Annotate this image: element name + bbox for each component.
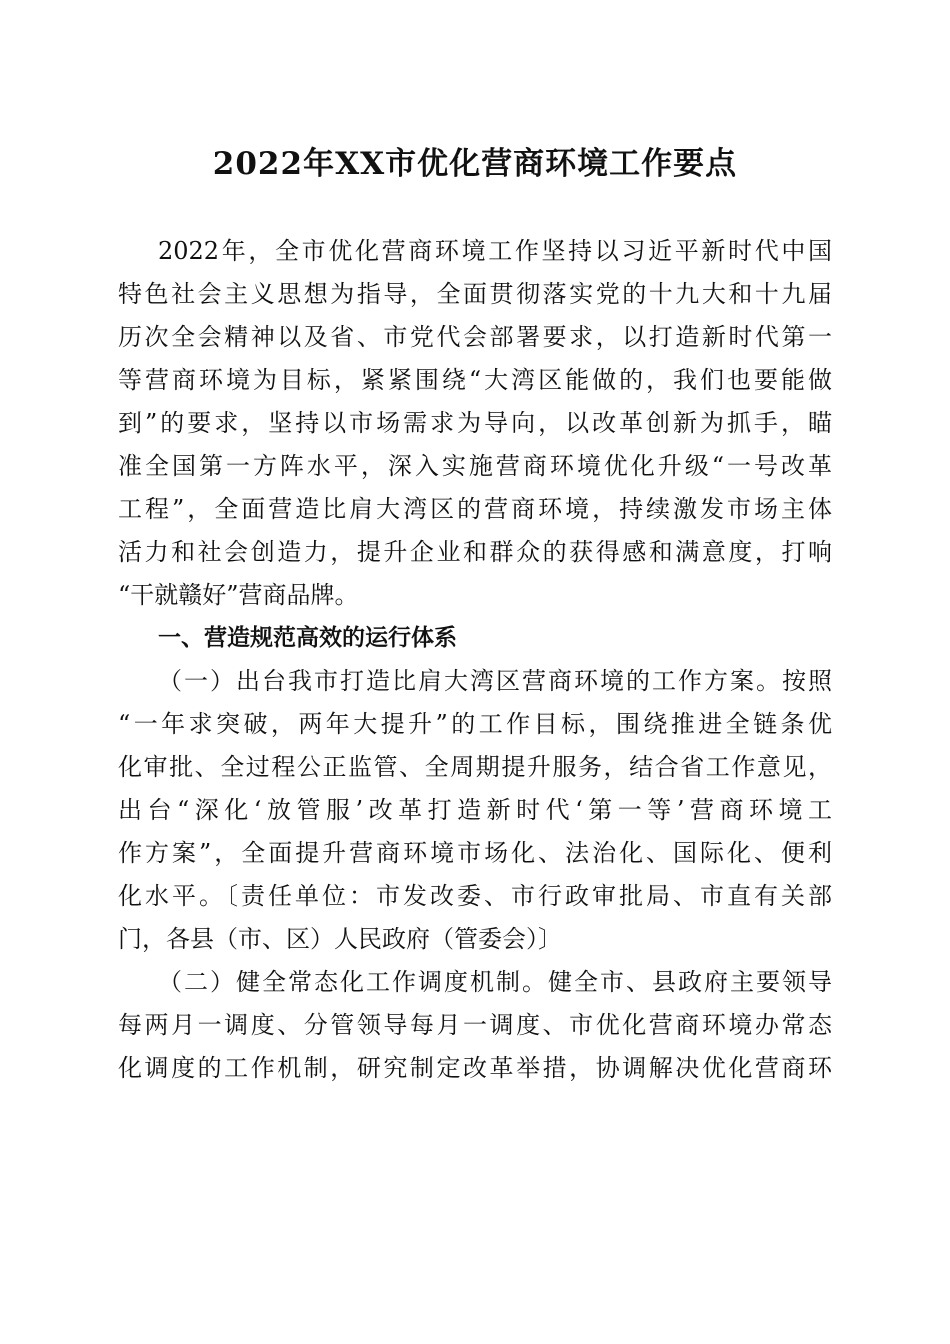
intro-paragraph xyxy=(118,230,832,617)
text-line: 每两月一调度、分管领导每月一调度、市优化营商环境办常态 xyxy=(118,1011,832,1039)
document-title: 2022年XX市优化营商环境工作要点 xyxy=(212,146,738,182)
text-line: 2022年，全市优化营商环境工作坚持以习近平新时代中国 xyxy=(158,237,832,265)
text-line: （二）健全常态化工作调度机制。健全市、县政府主要领导 xyxy=(158,968,832,996)
item-1-paragraph xyxy=(118,660,832,961)
text-line: 化调度的工作机制，研究制定改革举措，协调解决优化营商环 xyxy=(118,1054,832,1082)
text-line: 工程”，全面营造比肩大湾区的营商环境，持续激发市场主体 xyxy=(118,495,832,523)
text-line: 出台“深化‘放管服’改革打造新时代‘第一等’营商环境工 xyxy=(118,796,832,824)
text-line: 历次全会精神以及省、市党代会部署要求，以打造新时代第一 xyxy=(118,323,832,351)
text-line: 准全国第一方阵水平，深入实施营商环境优化升级“一号改革 xyxy=(118,452,832,480)
text-line: 作方案”，全面提升营商环境市场化、法治化、国际化、便利 xyxy=(118,839,832,867)
section-heading: 一、营造规范高效的运行体系 xyxy=(158,625,457,651)
text-line: 化水平。〔责任单位：市发改委、市行政审批局、市直有关部 xyxy=(118,882,832,910)
document-body xyxy=(118,230,832,1090)
text-line: 等营商环境为目标，紧紧围绕“大湾区能做的，我们也要能做 xyxy=(118,366,832,394)
text-line: 化审批、全过程公正监管、全周期提升服务，结合省工作意见， xyxy=(118,753,832,781)
text-line: 活力和社会创造力，提升企业和群众的获得感和满意度，打响 xyxy=(118,538,832,566)
item-2-paragraph xyxy=(118,961,832,1090)
text-line: 到”的要求，坚持以市场需求为导向，以改革创新为抓手，瞄 xyxy=(118,409,832,437)
text-line: 门，各县（市、区）人民政府（管委会）〕 xyxy=(118,925,562,953)
text-line: （一）出台我市打造比肩大湾区营商环境的工作方案。按照 xyxy=(158,667,832,695)
text-line: 特色社会主义思想为指导，全面贯彻落实党的十九大和十九届 xyxy=(118,280,832,308)
text-line: “一年求突破，两年大提升”的工作目标，围绕推进全链条优 xyxy=(118,710,832,738)
text-line: “干就赣好”营商品牌。 xyxy=(118,581,359,609)
